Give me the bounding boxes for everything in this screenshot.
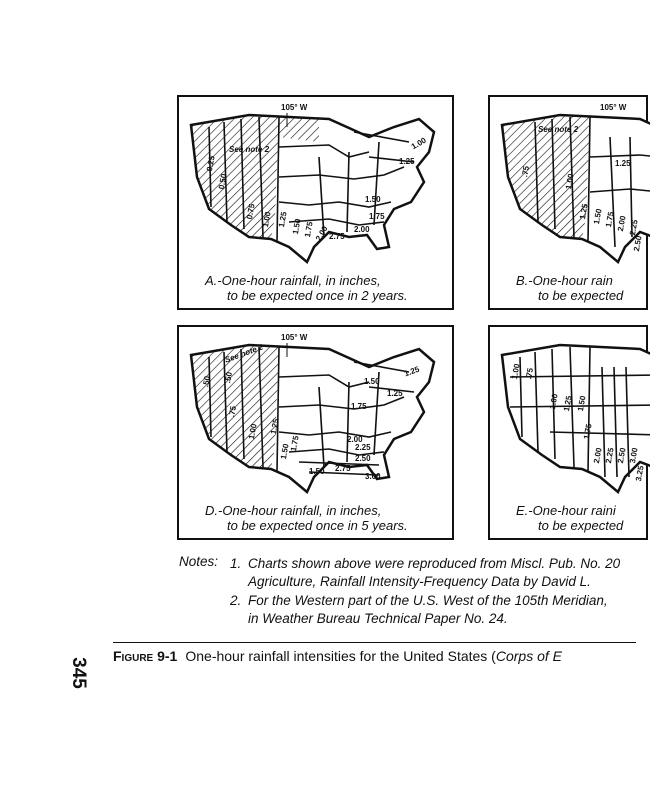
contour-label: 1.75 (289, 435, 301, 452)
figure-caption-text: One-hour rainfall intensities for the United States ( (185, 648, 496, 664)
contour-label: 1.25 (387, 389, 403, 398)
see-note-label: See note 2 (538, 125, 579, 134)
contour-label: 1.50 (592, 208, 604, 225)
figure-caption-source: Corps of E (495, 648, 562, 664)
contour-label: 1.50 (365, 195, 381, 204)
note-text: For the Western part of the U.S. West of the 105th Meridian, (248, 593, 608, 608)
contour-label: .50 (223, 371, 234, 384)
contour-label: 1.50 (576, 395, 588, 412)
map-caption: E.-One-hour raini to be expected (516, 503, 624, 533)
contour-label: 2.50 (355, 454, 371, 463)
contour-label: 1.00 (564, 173, 576, 190)
contour-label: 2.00 (616, 215, 628, 232)
contour-label: 3.00 (365, 472, 381, 481)
contour-label: 1.25 (562, 395, 574, 412)
note-number: 2. (230, 593, 242, 608)
contour-label: 1.00 (247, 423, 259, 440)
contour-label: 2.50 (616, 447, 628, 464)
contour-label: 2.50 (632, 235, 644, 252)
contour-label: 2.25 (604, 447, 616, 464)
meridian-label: 105° W (281, 333, 308, 342)
contour-label: 1.25 (615, 159, 631, 168)
map-panel-b (488, 95, 648, 310)
contour-label: 2.75 (335, 464, 351, 473)
contour-label: 0.25 (205, 155, 217, 172)
contour-label: 1.75 (582, 423, 594, 440)
contour-label: 2.00 (313, 224, 330, 243)
contour-label: 1.25 (399, 157, 415, 166)
contour-label: .50 (201, 375, 212, 388)
meridian-label: 105° W (281, 103, 308, 112)
map-panel-a (177, 95, 454, 310)
page-number: 345 (67, 657, 89, 689)
contour-label: 2.75 (329, 232, 345, 241)
contour-label: 1.25 (269, 418, 281, 435)
contour-label: 1.75 (351, 402, 367, 411)
contour-label: 2.00 (592, 447, 604, 464)
map-caption: D.-One-hour rainfall, in inches, to be expected once in 5 years. (205, 503, 408, 533)
contour-label: 0.50 (217, 173, 229, 190)
contour-label: 1.25 (277, 211, 289, 228)
map-panel-e (488, 325, 648, 540)
see-note-label: See note 2 (223, 342, 265, 365)
contour-label: 3.00 (628, 447, 640, 464)
contour-label: 1.00 (510, 363, 522, 380)
contour-label: 3.25 (634, 465, 646, 482)
contour-label: 2.25 (628, 219, 640, 236)
contour-label: 1.00 (548, 393, 560, 410)
contour-label: 1.75 (604, 211, 616, 228)
map-caption: B.-One-hour rain to be expected (516, 273, 624, 303)
map-caption: A.-One-hour rainfall, in inches, to be expected once in 2 years. (205, 273, 408, 303)
note-text: Charts shown above were reproduced from Miscl. Pub. No. 20 (248, 556, 621, 571)
figure-label: Figure 9-1 (113, 648, 178, 664)
note-text: Agriculture, Rainfall Intensity-Frequency Data by David L. (248, 574, 591, 589)
contour-label: 1.50 (364, 377, 380, 386)
contour-label: .75 (520, 165, 531, 178)
contour-label: 0.75 (245, 203, 257, 220)
contour-label: 1.00 (261, 211, 273, 228)
contour-label: 2.00 (347, 435, 363, 444)
contour-label: 1.25 (578, 203, 590, 220)
notes-label: Notes: (179, 554, 219, 569)
contour-label: 1.75 (303, 221, 315, 238)
contour-label: 2.00 (354, 225, 370, 234)
meridian-label: 105° W (600, 103, 627, 112)
map-panel-d (177, 325, 454, 540)
note-text: in Weather Bureau Technical Paper No. 24. (248, 611, 508, 626)
see-note-label: See note 2 (229, 145, 270, 154)
contour-label: 1.50 (309, 467, 325, 476)
contour-label: 2.25 (355, 443, 371, 452)
contour-label: 1.75 (369, 212, 385, 221)
note-number: 1. (230, 556, 242, 571)
contour-label: 1.50 (279, 443, 291, 460)
caption-rule (113, 642, 636, 643)
contour-label: 1.00 (409, 135, 428, 152)
contour-label: .75 (524, 367, 535, 380)
contour-label: .75 (227, 405, 238, 418)
contour-label: 1.50 (291, 218, 303, 235)
contour-label: 1.25 (402, 364, 421, 379)
figure-caption (113, 648, 562, 664)
